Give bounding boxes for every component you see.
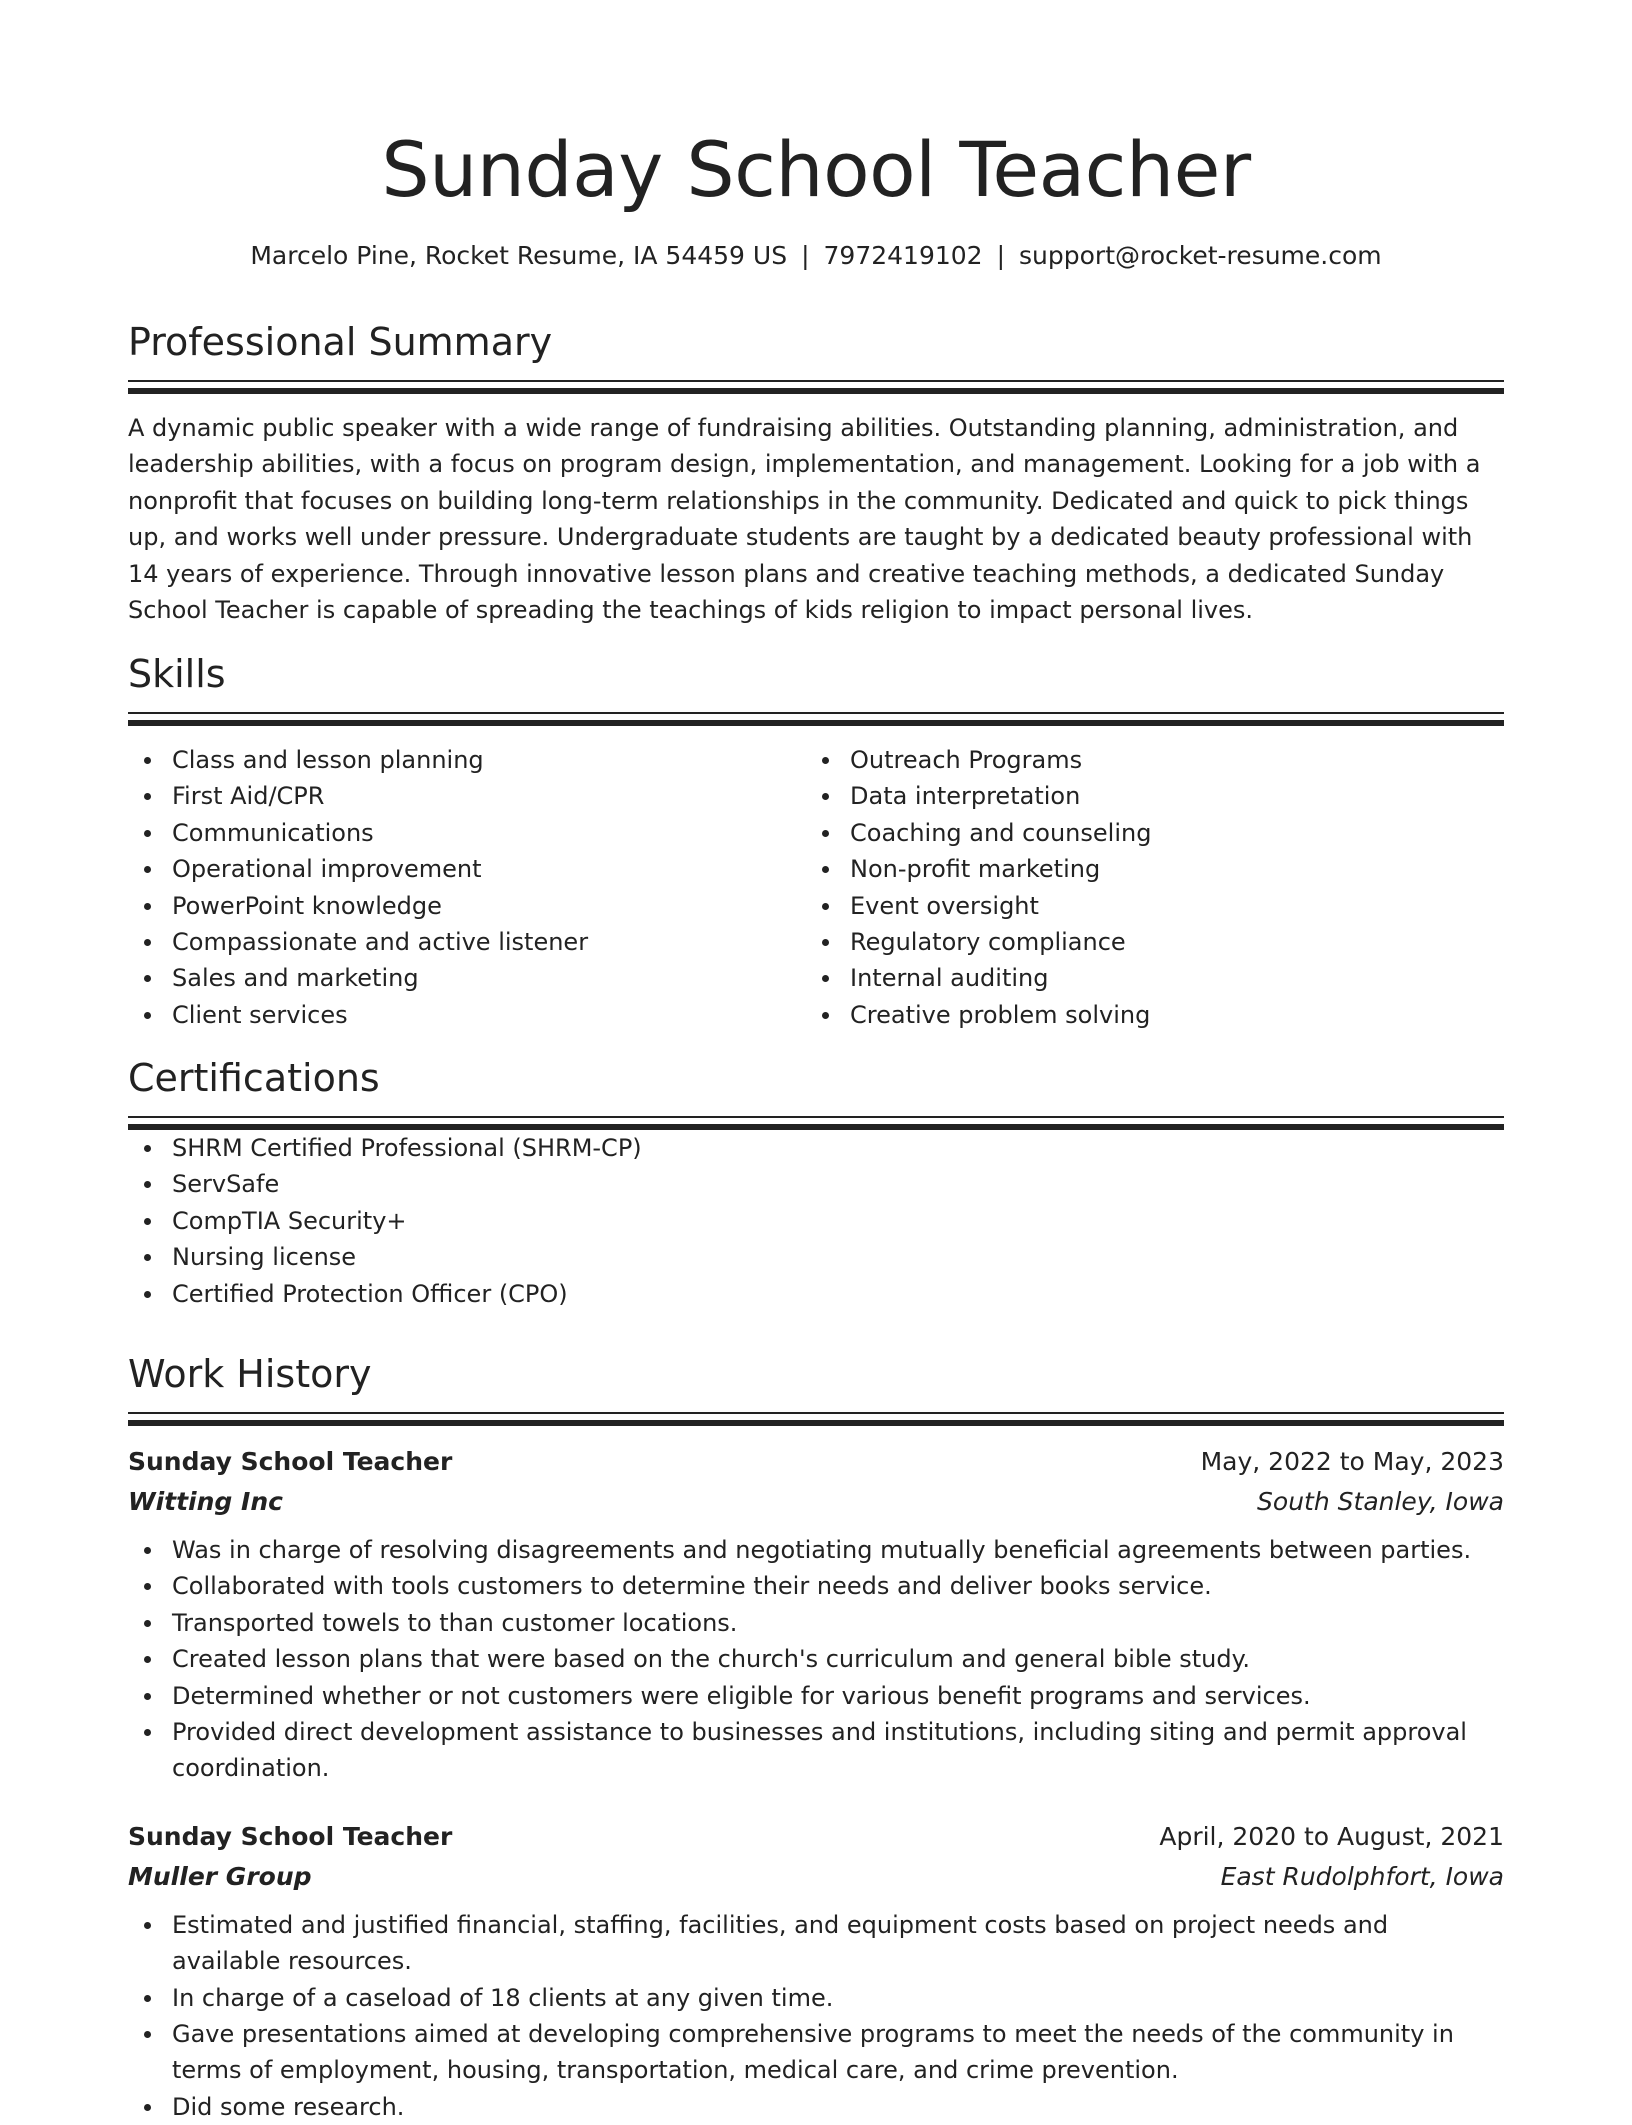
skill-item: Coaching and counseling xyxy=(806,815,1484,851)
skill-item: Non-profit marketing xyxy=(806,851,1484,887)
job-entry xyxy=(128,1817,1504,2125)
skill-item: Sales and marketing xyxy=(128,960,806,996)
certifications-list xyxy=(128,1130,1504,1312)
work-history-heading: Work History xyxy=(128,1352,372,1396)
contact-email: support@rocket-resume.com xyxy=(1019,241,1382,270)
duty-item: In charge of a caseload of 18 clients at any given time. xyxy=(128,1980,1504,2016)
duty-item: Provided direct development assistance to businesses and institutions, including siting and permit approval coordination. xyxy=(128,1714,1504,1787)
skills-columns xyxy=(128,742,1504,1033)
job-header xyxy=(128,1442,1504,1482)
skill-item: Client services xyxy=(128,997,806,1033)
job-dates: May, 2022 to May, 2023 xyxy=(1200,1447,1504,1476)
section-divider xyxy=(128,380,1504,394)
certifications-section xyxy=(128,1052,1504,1312)
skill-item: Class and lesson planning xyxy=(128,742,806,778)
duty-item: Determined whether or not customers were eligible for various benefit programs and services. xyxy=(128,1678,1504,1714)
summary-section xyxy=(128,316,1504,628)
contact-line xyxy=(128,238,1504,274)
job-title: Sunday School Teacher xyxy=(128,1447,453,1476)
job-company: Muller Group xyxy=(128,1861,312,1891)
skills-heading: Skills xyxy=(128,652,226,696)
skill-item: Event oversight xyxy=(806,888,1484,924)
certification-item: SHRM Certified Professional (SHRM-CP) xyxy=(128,1130,1504,1166)
summary-text: A dynamic public speaker with a wide range of fundraising abilities. Outstanding planning, administration, and leadership abilities, with a focus on program design, implementation, and management. Looking for a job with a nonprofit that focuses on building long-term relationships in the community. Dedicated and quick to pick things up, and works well under pressure. Undergraduate students are taught by a dedicated beauty professional with 14 years of experience. Through innovative lesson plans and creative teaching methods, a dedicated Sunday School Teacher is capable of spreading the teachings of kids religion to impact personal lives. xyxy=(128,414,1481,625)
skill-item: Regulatory compliance xyxy=(806,924,1484,960)
job-entry xyxy=(128,1442,1504,1787)
job-duties xyxy=(128,1532,1504,1787)
job-dates: April, 2020 to August, 2021 xyxy=(1159,1821,1504,1851)
page-title: Sunday School Teacher xyxy=(381,125,1251,214)
job-header xyxy=(128,1817,1504,1857)
work-history-section xyxy=(128,1348,1504,2125)
skill-item: Data interpretation xyxy=(806,778,1484,814)
contact-separator: | xyxy=(801,241,810,270)
contact-phone: 7972419102 xyxy=(823,241,983,270)
duty-item: Gave presentations aimed at developing comprehensive programs to meet the needs of the community in terms of employment, housing, transportation, medical care, and crime prevention. xyxy=(128,2016,1504,2089)
skill-item: First Aid/CPR xyxy=(128,778,806,814)
job-location: East Rudolphfort, Iowa xyxy=(1220,1861,1504,1891)
job-title: Sunday School Teacher xyxy=(128,1821,453,1851)
skill-item: Outreach Programs xyxy=(806,742,1484,778)
contact-separator: | xyxy=(996,241,1006,270)
duty-item: Created lesson plans that were based on the church's curriculum and general bible study. xyxy=(128,1641,1504,1677)
skill-item: Operational improvement xyxy=(128,851,806,887)
skills-list-left xyxy=(128,742,806,1033)
duty-item: Was in charge of resolving disagreements and negotiating mutually beneficial agreements between parties. xyxy=(128,1532,1504,1568)
skill-item: Compassionate and active listener xyxy=(128,924,806,960)
skills-list-right xyxy=(806,742,1484,1033)
certifications-heading: Certifications xyxy=(128,1056,380,1100)
section-divider xyxy=(128,1116,1504,1130)
skill-item: Communications xyxy=(128,815,806,851)
skills-section xyxy=(128,648,1504,1033)
duty-item: Did some research. xyxy=(128,2089,1504,2125)
job-company: Witting Inc xyxy=(128,1487,283,1516)
skill-item: Internal auditing xyxy=(806,960,1484,996)
summary-heading: Professional Summary xyxy=(128,320,553,364)
duty-item: Estimated and justified financial, staffing, facilities, and equipment costs based on project needs and available resources. xyxy=(128,1907,1504,1980)
contact-address: Marcelo Pine, Rocket Resume, IA 54459 US xyxy=(250,241,788,270)
duty-item: Collaborated with tools customers to determine their needs and deliver books service. xyxy=(128,1568,1504,1604)
certification-item: ServSafe xyxy=(128,1166,1504,1202)
certification-item: CompTIA Security+ xyxy=(128,1203,1504,1239)
skill-item: PowerPoint knowledge xyxy=(128,888,806,924)
section-divider xyxy=(128,712,1504,726)
job-duties xyxy=(128,1907,1504,2125)
duty-item: Transported towels to than customer locations. xyxy=(128,1605,1504,1641)
job-subheader xyxy=(128,1482,1504,1522)
job-location: South Stanley, Iowa xyxy=(1257,1487,1504,1516)
certification-item: Nursing license xyxy=(128,1239,1504,1275)
job-subheader xyxy=(128,1857,1504,1897)
skill-item: Creative problem solving xyxy=(806,997,1484,1033)
section-divider xyxy=(128,1412,1504,1426)
certification-item: Certified Protection Officer (CPO) xyxy=(128,1276,1504,1312)
